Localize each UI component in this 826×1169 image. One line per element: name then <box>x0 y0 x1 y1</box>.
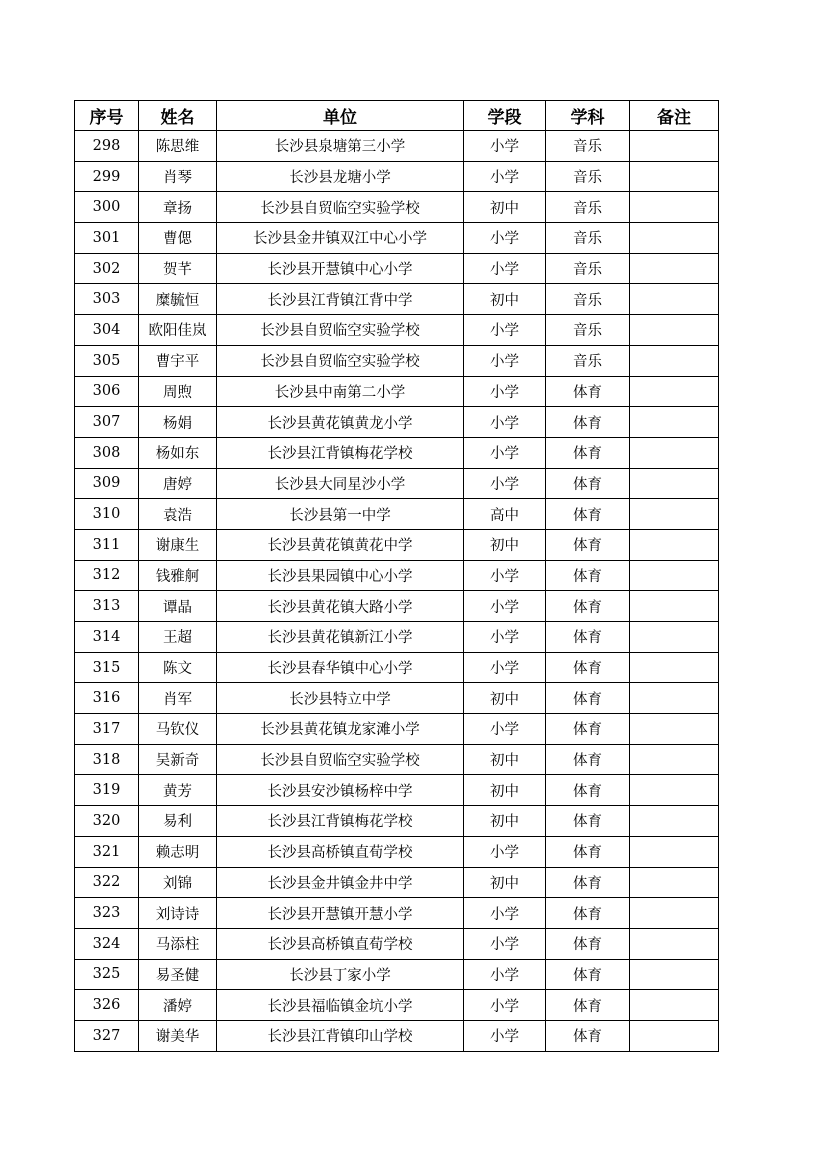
cell-stage: 初中 <box>464 867 546 898</box>
cell-remarks <box>630 591 719 622</box>
cell-index: 322 <box>75 867 139 898</box>
table-row <box>75 345 719 376</box>
table-row <box>75 192 719 223</box>
cell-index: 298 <box>75 131 139 162</box>
cell-stage: 高中 <box>464 499 546 530</box>
cell-subject: 体育 <box>546 836 630 867</box>
cell-unit: 长沙县金井镇金井中学 <box>217 867 464 898</box>
table-row <box>75 652 719 683</box>
cell-stage: 初中 <box>464 192 546 223</box>
cell-name: 唐婷 <box>139 468 217 499</box>
cell-remarks <box>630 284 719 315</box>
cell-index: 302 <box>75 253 139 284</box>
table-row <box>75 775 719 806</box>
cell-name: 马添柱 <box>139 928 217 959</box>
cell-name: 黄芳 <box>139 775 217 806</box>
cell-stage: 小学 <box>464 959 546 990</box>
cell-remarks <box>630 652 719 683</box>
cell-stage: 初中 <box>464 806 546 837</box>
cell-name: 马钦仪 <box>139 714 217 745</box>
cell-remarks <box>630 683 719 714</box>
cell-unit: 长沙县自贸临空实验学校 <box>217 345 464 376</box>
cell-remarks <box>630 437 719 468</box>
cell-index: 307 <box>75 407 139 438</box>
cell-name: 刘锦 <box>139 867 217 898</box>
cell-stage: 小学 <box>464 253 546 284</box>
cell-subject: 体育 <box>546 714 630 745</box>
cell-subject: 体育 <box>546 928 630 959</box>
cell-stage: 初中 <box>464 775 546 806</box>
cell-subject: 音乐 <box>546 284 630 315</box>
cell-unit: 长沙县特立中学 <box>217 683 464 714</box>
table-row <box>75 223 719 254</box>
cell-stage: 初中 <box>464 529 546 560</box>
cell-unit: 长沙县自贸临空实验学校 <box>217 315 464 346</box>
cell-stage: 小学 <box>464 591 546 622</box>
cell-index: 315 <box>75 652 139 683</box>
cell-remarks <box>630 529 719 560</box>
cell-name: 曹偲 <box>139 223 217 254</box>
table-row <box>75 867 719 898</box>
header-stage: 学段 <box>464 101 546 131</box>
cell-remarks <box>630 806 719 837</box>
cell-index: 299 <box>75 161 139 192</box>
cell-stage: 小学 <box>464 131 546 162</box>
table-row <box>75 437 719 468</box>
cell-unit: 长沙县自贸临空实验学校 <box>217 744 464 775</box>
cell-subject: 体育 <box>546 990 630 1021</box>
table-row <box>75 499 719 530</box>
cell-unit: 长沙县江背镇梅花学校 <box>217 806 464 837</box>
cell-subject: 音乐 <box>546 223 630 254</box>
cell-index: 312 <box>75 560 139 591</box>
cell-unit: 长沙县黄花镇龙家滩小学 <box>217 714 464 745</box>
cell-remarks <box>630 959 719 990</box>
cell-index: 303 <box>75 284 139 315</box>
cell-unit: 长沙县自贸临空实验学校 <box>217 192 464 223</box>
cell-index: 326 <box>75 990 139 1021</box>
cell-unit: 长沙县金井镇双江中心小学 <box>217 223 464 254</box>
cell-index: 319 <box>75 775 139 806</box>
table-row <box>75 376 719 407</box>
cell-unit: 长沙县果园镇中心小学 <box>217 560 464 591</box>
table-row <box>75 928 719 959</box>
cell-name: 赖志明 <box>139 836 217 867</box>
cell-remarks <box>630 407 719 438</box>
header-index: 序号 <box>75 101 139 131</box>
cell-name: 潘婷 <box>139 990 217 1021</box>
cell-unit: 长沙县中南第二小学 <box>217 376 464 407</box>
cell-remarks <box>630 499 719 530</box>
cell-subject: 体育 <box>546 468 630 499</box>
header-name: 姓名 <box>139 101 217 131</box>
cell-name: 袁浩 <box>139 499 217 530</box>
cell-name: 肖琴 <box>139 161 217 192</box>
cell-unit: 长沙县江背镇梅花学校 <box>217 437 464 468</box>
table-body <box>75 131 719 1052</box>
cell-subject: 音乐 <box>546 345 630 376</box>
cell-stage: 小学 <box>464 468 546 499</box>
table-row <box>75 836 719 867</box>
cell-name: 刘诗诗 <box>139 898 217 929</box>
cell-stage: 初中 <box>464 284 546 315</box>
table-row <box>75 959 719 990</box>
cell-subject: 音乐 <box>546 192 630 223</box>
table-row <box>75 468 719 499</box>
table-row <box>75 591 719 622</box>
cell-remarks <box>630 622 719 653</box>
table-row <box>75 529 719 560</box>
cell-index: 313 <box>75 591 139 622</box>
cell-remarks <box>630 775 719 806</box>
cell-subject: 体育 <box>546 376 630 407</box>
cell-index: 325 <box>75 959 139 990</box>
cell-index: 308 <box>75 437 139 468</box>
cell-index: 323 <box>75 898 139 929</box>
cell-unit: 长沙县第一中学 <box>217 499 464 530</box>
cell-remarks <box>630 1020 719 1051</box>
table-row <box>75 806 719 837</box>
cell-subject: 体育 <box>546 775 630 806</box>
cell-unit: 长沙县开慧镇中心小学 <box>217 253 464 284</box>
cell-name: 糜毓恒 <box>139 284 217 315</box>
cell-name: 钱雅舸 <box>139 560 217 591</box>
cell-stage: 小学 <box>464 714 546 745</box>
cell-stage: 小学 <box>464 652 546 683</box>
cell-stage: 小学 <box>464 223 546 254</box>
cell-stage: 小学 <box>464 376 546 407</box>
cell-remarks <box>630 867 719 898</box>
cell-stage: 小学 <box>464 990 546 1021</box>
cell-name: 吴新奇 <box>139 744 217 775</box>
table-row <box>75 284 719 315</box>
cell-index: 321 <box>75 836 139 867</box>
cell-stage: 小学 <box>464 560 546 591</box>
cell-name: 谭晶 <box>139 591 217 622</box>
table-row <box>75 131 719 162</box>
cell-subject: 体育 <box>546 867 630 898</box>
cell-stage: 初中 <box>464 683 546 714</box>
table-row <box>75 683 719 714</box>
cell-remarks <box>630 376 719 407</box>
cell-name: 杨娟 <box>139 407 217 438</box>
table-row <box>75 990 719 1021</box>
header-row <box>75 101 719 131</box>
cell-index: 327 <box>75 1020 139 1051</box>
cell-subject: 体育 <box>546 959 630 990</box>
cell-index: 320 <box>75 806 139 837</box>
cell-index: 317 <box>75 714 139 745</box>
cell-unit: 长沙县福临镇金坑小学 <box>217 990 464 1021</box>
cell-subject: 体育 <box>546 683 630 714</box>
cell-unit: 长沙县丁家小学 <box>217 959 464 990</box>
cell-stage: 小学 <box>464 437 546 468</box>
table-header <box>75 101 719 131</box>
cell-remarks <box>630 836 719 867</box>
cell-name: 章扬 <box>139 192 217 223</box>
cell-index: 310 <box>75 499 139 530</box>
cell-index: 305 <box>75 345 139 376</box>
cell-remarks <box>630 990 719 1021</box>
table-row <box>75 1020 719 1051</box>
cell-unit: 长沙县江背镇印山学校 <box>217 1020 464 1051</box>
cell-unit: 长沙县高桥镇直荀学校 <box>217 928 464 959</box>
cell-remarks <box>630 223 719 254</box>
cell-remarks <box>630 192 719 223</box>
cell-subject: 体育 <box>546 407 630 438</box>
cell-remarks <box>630 714 719 745</box>
cell-stage: 小学 <box>464 315 546 346</box>
cell-stage: 小学 <box>464 407 546 438</box>
cell-index: 301 <box>75 223 139 254</box>
cell-unit: 长沙县黄花镇新江小学 <box>217 622 464 653</box>
cell-stage: 小学 <box>464 161 546 192</box>
cell-index: 314 <box>75 622 139 653</box>
cell-remarks <box>630 131 719 162</box>
cell-stage: 小学 <box>464 898 546 929</box>
cell-subject: 音乐 <box>546 253 630 284</box>
cell-unit: 长沙县大同星沙小学 <box>217 468 464 499</box>
cell-name: 陈思维 <box>139 131 217 162</box>
cell-index: 311 <box>75 529 139 560</box>
cell-subject: 体育 <box>546 591 630 622</box>
cell-unit: 长沙县龙塘小学 <box>217 161 464 192</box>
cell-unit: 长沙县高桥镇直荀学校 <box>217 836 464 867</box>
cell-stage: 小学 <box>464 836 546 867</box>
cell-unit: 长沙县春华镇中心小学 <box>217 652 464 683</box>
cell-remarks <box>630 928 719 959</box>
cell-stage: 小学 <box>464 928 546 959</box>
table-row <box>75 560 719 591</box>
cell-remarks <box>630 345 719 376</box>
roster-table <box>74 100 719 1052</box>
cell-subject: 体育 <box>546 652 630 683</box>
cell-subject: 体育 <box>546 437 630 468</box>
cell-name: 陈文 <box>139 652 217 683</box>
cell-subject: 体育 <box>546 898 630 929</box>
table-row <box>75 714 719 745</box>
cell-name: 周煦 <box>139 376 217 407</box>
cell-index: 316 <box>75 683 139 714</box>
cell-unit: 长沙县江背镇江背中学 <box>217 284 464 315</box>
cell-subject: 音乐 <box>546 315 630 346</box>
cell-name: 欧阳佳岚 <box>139 315 217 346</box>
header-unit: 单位 <box>217 101 464 131</box>
cell-remarks <box>630 560 719 591</box>
cell-name: 王超 <box>139 622 217 653</box>
cell-subject: 体育 <box>546 1020 630 1051</box>
cell-remarks <box>630 744 719 775</box>
header-subject: 学科 <box>546 101 630 131</box>
cell-stage: 小学 <box>464 1020 546 1051</box>
cell-name: 谢美华 <box>139 1020 217 1051</box>
cell-stage: 小学 <box>464 345 546 376</box>
cell-subject: 体育 <box>546 806 630 837</box>
cell-unit: 长沙县黄花镇大路小学 <box>217 591 464 622</box>
cell-unit: 长沙县开慧镇开慧小学 <box>217 898 464 929</box>
cell-unit: 长沙县泉塘第三小学 <box>217 131 464 162</box>
cell-index: 300 <box>75 192 139 223</box>
cell-name: 易利 <box>139 806 217 837</box>
table-row <box>75 744 719 775</box>
cell-subject: 体育 <box>546 499 630 530</box>
cell-subject: 体育 <box>546 622 630 653</box>
cell-stage: 初中 <box>464 744 546 775</box>
cell-remarks <box>630 898 719 929</box>
cell-name: 易圣健 <box>139 959 217 990</box>
cell-unit: 长沙县黄花镇黄龙小学 <box>217 407 464 438</box>
cell-name: 谢康生 <box>139 529 217 560</box>
cell-name: 曹宇平 <box>139 345 217 376</box>
cell-index: 318 <box>75 744 139 775</box>
table-row <box>75 407 719 438</box>
cell-remarks <box>630 315 719 346</box>
cell-subject: 体育 <box>546 744 630 775</box>
cell-name: 贺芊 <box>139 253 217 284</box>
cell-unit: 长沙县安沙镇杨梓中学 <box>217 775 464 806</box>
header-remarks: 备注 <box>630 101 719 131</box>
cell-unit: 长沙县黄花镇黄花中学 <box>217 529 464 560</box>
cell-remarks <box>630 161 719 192</box>
cell-index: 324 <box>75 928 139 959</box>
table-row <box>75 315 719 346</box>
cell-subject: 音乐 <box>546 131 630 162</box>
table-row <box>75 898 719 929</box>
cell-remarks <box>630 253 719 284</box>
cell-stage: 小学 <box>464 622 546 653</box>
cell-index: 306 <box>75 376 139 407</box>
table-row <box>75 161 719 192</box>
cell-subject: 体育 <box>546 529 630 560</box>
cell-name: 杨如东 <box>139 437 217 468</box>
cell-index: 309 <box>75 468 139 499</box>
table-row <box>75 253 719 284</box>
cell-index: 304 <box>75 315 139 346</box>
table-row <box>75 622 719 653</box>
cell-name: 肖军 <box>139 683 217 714</box>
cell-subject: 体育 <box>546 560 630 591</box>
cell-subject: 音乐 <box>546 161 630 192</box>
cell-remarks <box>630 468 719 499</box>
